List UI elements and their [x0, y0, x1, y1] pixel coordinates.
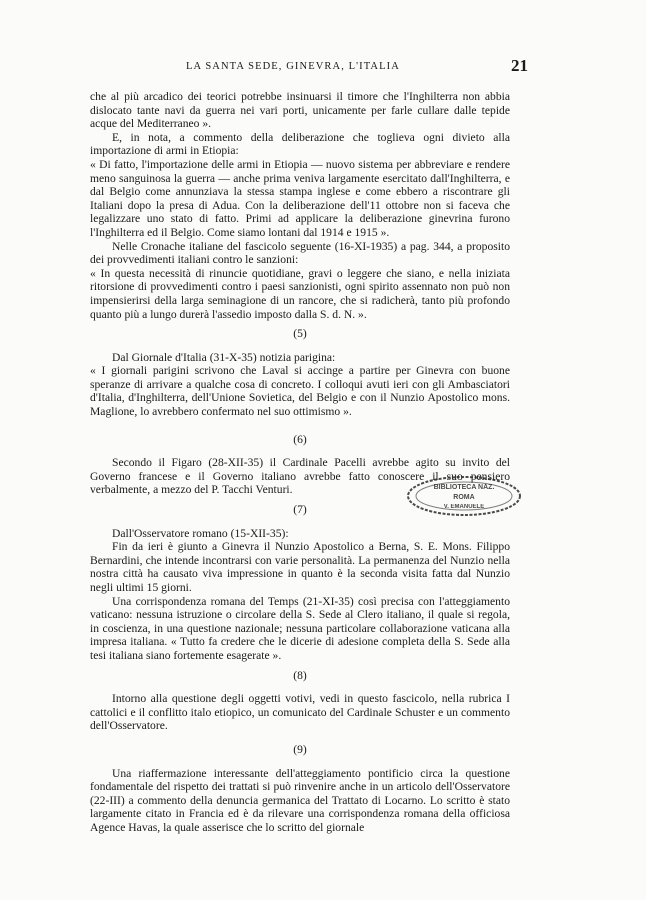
paragraph: Una riaffermazione interessante dell'atteggiamento pontificio circa la questione fondamentale del rispetto dei trattati si può rinvenire anche in un articolo dell'Osservatore (22-III) a commento della denuncia germanica del Trattato di Locarno. Lo scritto è stato largamente citato in Francia ed è da rilevare una corrispondenza romana della officiosa Agence Havas, la quale asserisce che lo scritto del giornale — [90, 766, 510, 834]
section-heading: (8) — [293, 668, 307, 682]
section-heading: (5) — [293, 327, 307, 341]
svg-text:ROMA: ROMA — [453, 494, 475, 501]
paragraph: Fin da ieri è giunto a Ginevra il Nunzio Apostolico a Berna, S. E. Mons. Filippo Bernardini, che intende incontrarsi con varie personalità. La permanenza del Nunzio nella nostra città ha causato viva impressione in quanto è la seconda visita fatta dal Nunzio negli ultimi 15 giorni. — [90, 540, 510, 594]
paragraph: Dal Giornale d'Italia (31-X-35) notizia parigina: — [112, 350, 336, 364]
paragraph: Una corrispondenza romana del Temps (21-XI-35) così precisa con l'atteggiamento vaticano: nessuna istruzione o circolare della S. Sede al Clero italiano, il quale si regola, in coscienza, in una questione nazionale; nessuna particolare collaborazione vaticana alla impresa italiana. « Tutto fa credere che le dicerie di adesione completa della S. Sede alla tesi italiana siano fortemente esagerate ». — [90, 594, 510, 662]
paragraph: « In questa necessità di rinuncie quotidiane, gravi o leggere che siano, e nella iniziata ritorsione di provvedimenti contro i paesi sanzionisti, ogni spirito assennato non può non impensierirsi della larga seminagione di un rancore, che si radicherà, tanto più profondo quanto più a lungo durerà l'assedio imposto dalla S. d. N. ». — [90, 266, 510, 321]
paragraph: Intorno alla questione degli oggetti votivi, vedi in questo fascicolo, nella rubrica I cattolici e il conflitto italo etiopico, un comunicato del Cardinale Schuster e un commento dell'Osservatore. — [90, 692, 510, 733]
page-number: 21 — [511, 56, 528, 75]
library-stamp — [404, 474, 524, 518]
paragraph: « I giornali parigini scrivono che Laval si accinge a partire per Ginevra con buone speranze di arrivare a qualche cosa di concreto. I colloqui avuti ieri con gli Ambasciatori d'Italia, d'Inghilterra, dell'Unione Sovietica, del Belgio e con il Nunzio Apostolico mons. Maglione, lo avrebbero confermato nel suo ottimismo ». — [90, 364, 510, 419]
section-heading: (7) — [293, 503, 307, 517]
paragraph: che al più arcadico dei teorici potrebbe insinuarsi il timore che l'Inghilterra non abbia dislocato tante navi da guerra nei vari porti, unicamente per farle cullare dalle tepide acque del Mediterraneo ». — [90, 90, 510, 131]
running-header — [90, 58, 528, 80]
running-title: LA SANTA SEDE, GINEVRA, L'ITALIA — [186, 61, 400, 72]
paragraph: « Di fatto, l'importazione delle armi in Etiopia — nuovo sistema per abbreviare e rendere meno sanguinosa la guerra — anche prima veniva largamente esercitato dall'Inghilterra, e dal Belgio come annunziava la stessa stampa inglese e come ebbero a riscontrare gli Italiani dopo la presa di Adua. Con la deliberazione dell'11 ottobre non si faceva che legalizzare uno stato di fatto. Primi ad applicare la deliberazione ginevrina furono l'Inghilterra ed il Belgio. Come siamo lontani dal 1914 e 1915 ». — [90, 157, 510, 239]
spacer — [90, 733, 510, 737]
paragraph: Nelle Cronache italiane del fascicolo seguente (16-XI-1935) a pag. 344, a proposito dei provvedimenti italiani contro le sanzioni: — [90, 239, 510, 267]
svg-text:BIBLIOTECA NAZ.: BIBLIOTECA NAZ. — [433, 484, 495, 491]
svg-text:V. EMANUELE: V. EMANUELE — [443, 504, 485, 510]
spacer — [90, 419, 510, 427]
paragraph: Secondo il Figaro (28-XII-35) il Cardinale Pacelli avrebbe agito su invito del Governo francese e il Governo italiano avrebbe fatto conoscere il suo pensiero verbalmente, a mezzo del P. Tacchi Venturi. — [90, 456, 510, 497]
section-heading: (6) — [293, 432, 307, 446]
paragraph: Dall'Osservatore romano (15-XII-35): — [112, 526, 289, 540]
body-text — [90, 90, 510, 835]
paragraph: E, in nota, a commento della deliberazione che toglieva ogni divieto alla importazione di armi in Etiopia: — [90, 130, 510, 158]
section-heading: (9) — [293, 742, 307, 756]
